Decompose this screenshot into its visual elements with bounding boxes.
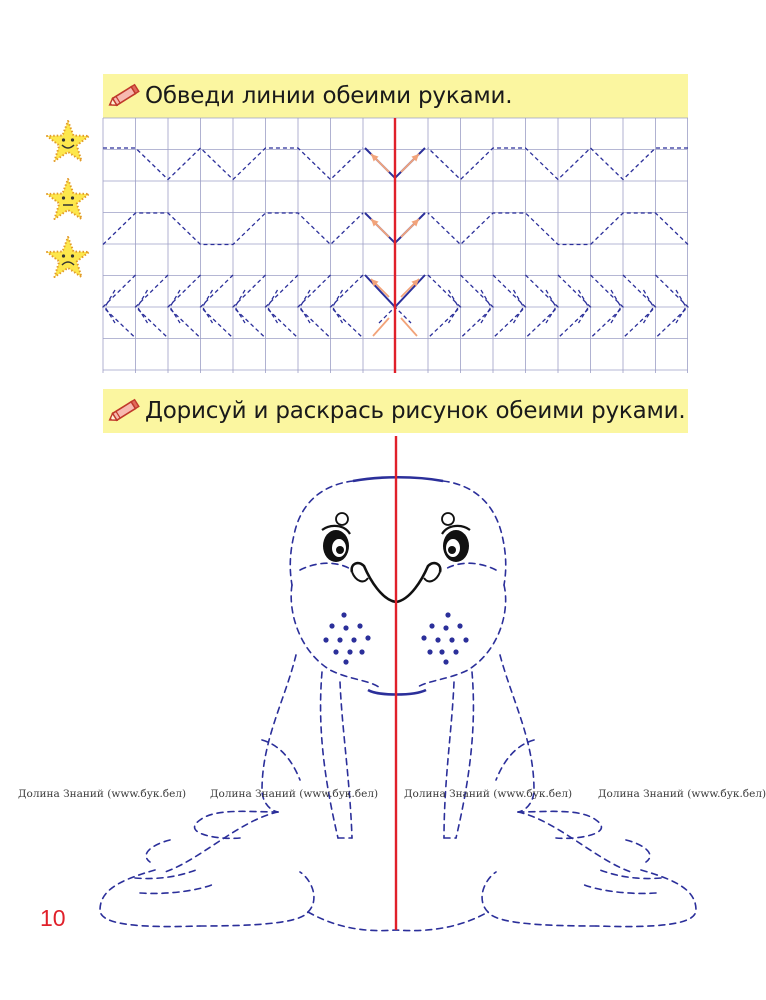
whisker-dot bbox=[343, 659, 348, 664]
trace-chevron-inner[interactable] bbox=[333, 290, 343, 323]
trace-chevron-inner[interactable] bbox=[449, 290, 459, 323]
trace-chevron-inner[interactable] bbox=[268, 290, 278, 323]
whisker-dot bbox=[445, 612, 450, 617]
walrus-drawing[interactable] bbox=[0, 440, 743, 940]
whisker-dot bbox=[457, 623, 462, 628]
trace-chevron-inner[interactable] bbox=[514, 290, 524, 323]
whisker-dot bbox=[421, 635, 426, 640]
trace-chevron[interactable] bbox=[623, 275, 656, 338]
watermark: Долина Знаний (www.бук.бел) bbox=[18, 788, 187, 800]
whisker-dot bbox=[337, 637, 342, 642]
whisker-dot bbox=[323, 637, 328, 642]
pencil-icon bbox=[107, 399, 141, 423]
star-icon-sad bbox=[44, 234, 92, 282]
whisker-dot bbox=[359, 649, 364, 654]
trace-chevron-inner[interactable] bbox=[546, 290, 556, 323]
trace-chevron-inner[interactable] bbox=[138, 290, 148, 323]
trace-chevron[interactable] bbox=[428, 275, 461, 338]
whisker-dot bbox=[435, 637, 440, 642]
pencil-icon bbox=[107, 84, 141, 108]
whisker-dot bbox=[463, 637, 468, 642]
star-icon-smiling bbox=[44, 118, 92, 166]
watermark: Долина Знаний (www.бук.бел) bbox=[404, 788, 573, 800]
whisker-dot bbox=[347, 649, 352, 654]
whisker-dot bbox=[453, 649, 458, 654]
walrus-dashed-outline[interactable] bbox=[100, 481, 696, 931]
trace-chevron-inner[interactable] bbox=[579, 290, 589, 323]
whisker-dot bbox=[341, 612, 346, 617]
tracing-grid bbox=[103, 118, 688, 373]
trace-chevron-inner[interactable] bbox=[170, 290, 180, 323]
trace-chevron-inner[interactable] bbox=[105, 290, 115, 323]
trace-chevron-inner[interactable] bbox=[300, 290, 310, 323]
page-number: 10 bbox=[40, 905, 66, 931]
watermark: Долина Знаний (www.бук.бел) bbox=[598, 788, 766, 800]
whisker-dot bbox=[443, 659, 448, 664]
whisker-dot bbox=[429, 623, 434, 628]
whisker-dot bbox=[439, 649, 444, 654]
whisker-dot bbox=[329, 623, 334, 628]
trace-chevron[interactable] bbox=[201, 275, 234, 338]
whisker-dot bbox=[343, 625, 348, 630]
whisker-dot bbox=[427, 649, 432, 654]
trace-chevron[interactable] bbox=[298, 275, 331, 338]
task2-instruction-text: Дорисуй и раскрась рисунок обеими руками. bbox=[145, 398, 686, 424]
trace-chevron[interactable] bbox=[266, 275, 299, 338]
trace-chevron[interactable] bbox=[526, 275, 559, 338]
trace-chevron-inner[interactable] bbox=[235, 290, 245, 323]
trace-chevron[interactable] bbox=[558, 275, 591, 338]
trace-chevron[interactable] bbox=[493, 275, 526, 338]
task1-instruction-banner bbox=[103, 74, 688, 118]
whisker-dot bbox=[357, 623, 362, 628]
whisker-dot bbox=[333, 649, 338, 654]
trace-chevron[interactable] bbox=[103, 275, 136, 338]
whisker-dot bbox=[351, 637, 356, 642]
whisker-dot bbox=[449, 637, 454, 642]
star-icon-neutral bbox=[44, 176, 92, 224]
trace-chevron-inner[interactable] bbox=[611, 290, 621, 323]
task1-instruction-text: Обведи линии обеими руками. bbox=[145, 83, 513, 109]
trace-chevron[interactable] bbox=[233, 275, 266, 338]
trace-chevron[interactable] bbox=[461, 275, 494, 338]
task2-instruction-banner bbox=[103, 389, 688, 433]
trace-chevron[interactable] bbox=[591, 275, 624, 338]
whisker-dot bbox=[365, 635, 370, 640]
trace-chevron-inner[interactable] bbox=[644, 290, 654, 323]
trace-chevron[interactable] bbox=[331, 275, 364, 338]
trace-chevron[interactable] bbox=[136, 275, 169, 338]
watermark: Долина Знаний (www.бук.бел) bbox=[210, 788, 379, 800]
trace-chevron-inner[interactable] bbox=[676, 290, 686, 323]
trace-chevron-inner[interactable] bbox=[481, 290, 491, 323]
whisker-dot bbox=[443, 625, 448, 630]
trace-chevron-inner[interactable] bbox=[203, 290, 213, 323]
trace-chevron[interactable] bbox=[656, 275, 689, 338]
trace-chevron[interactable] bbox=[168, 275, 201, 338]
